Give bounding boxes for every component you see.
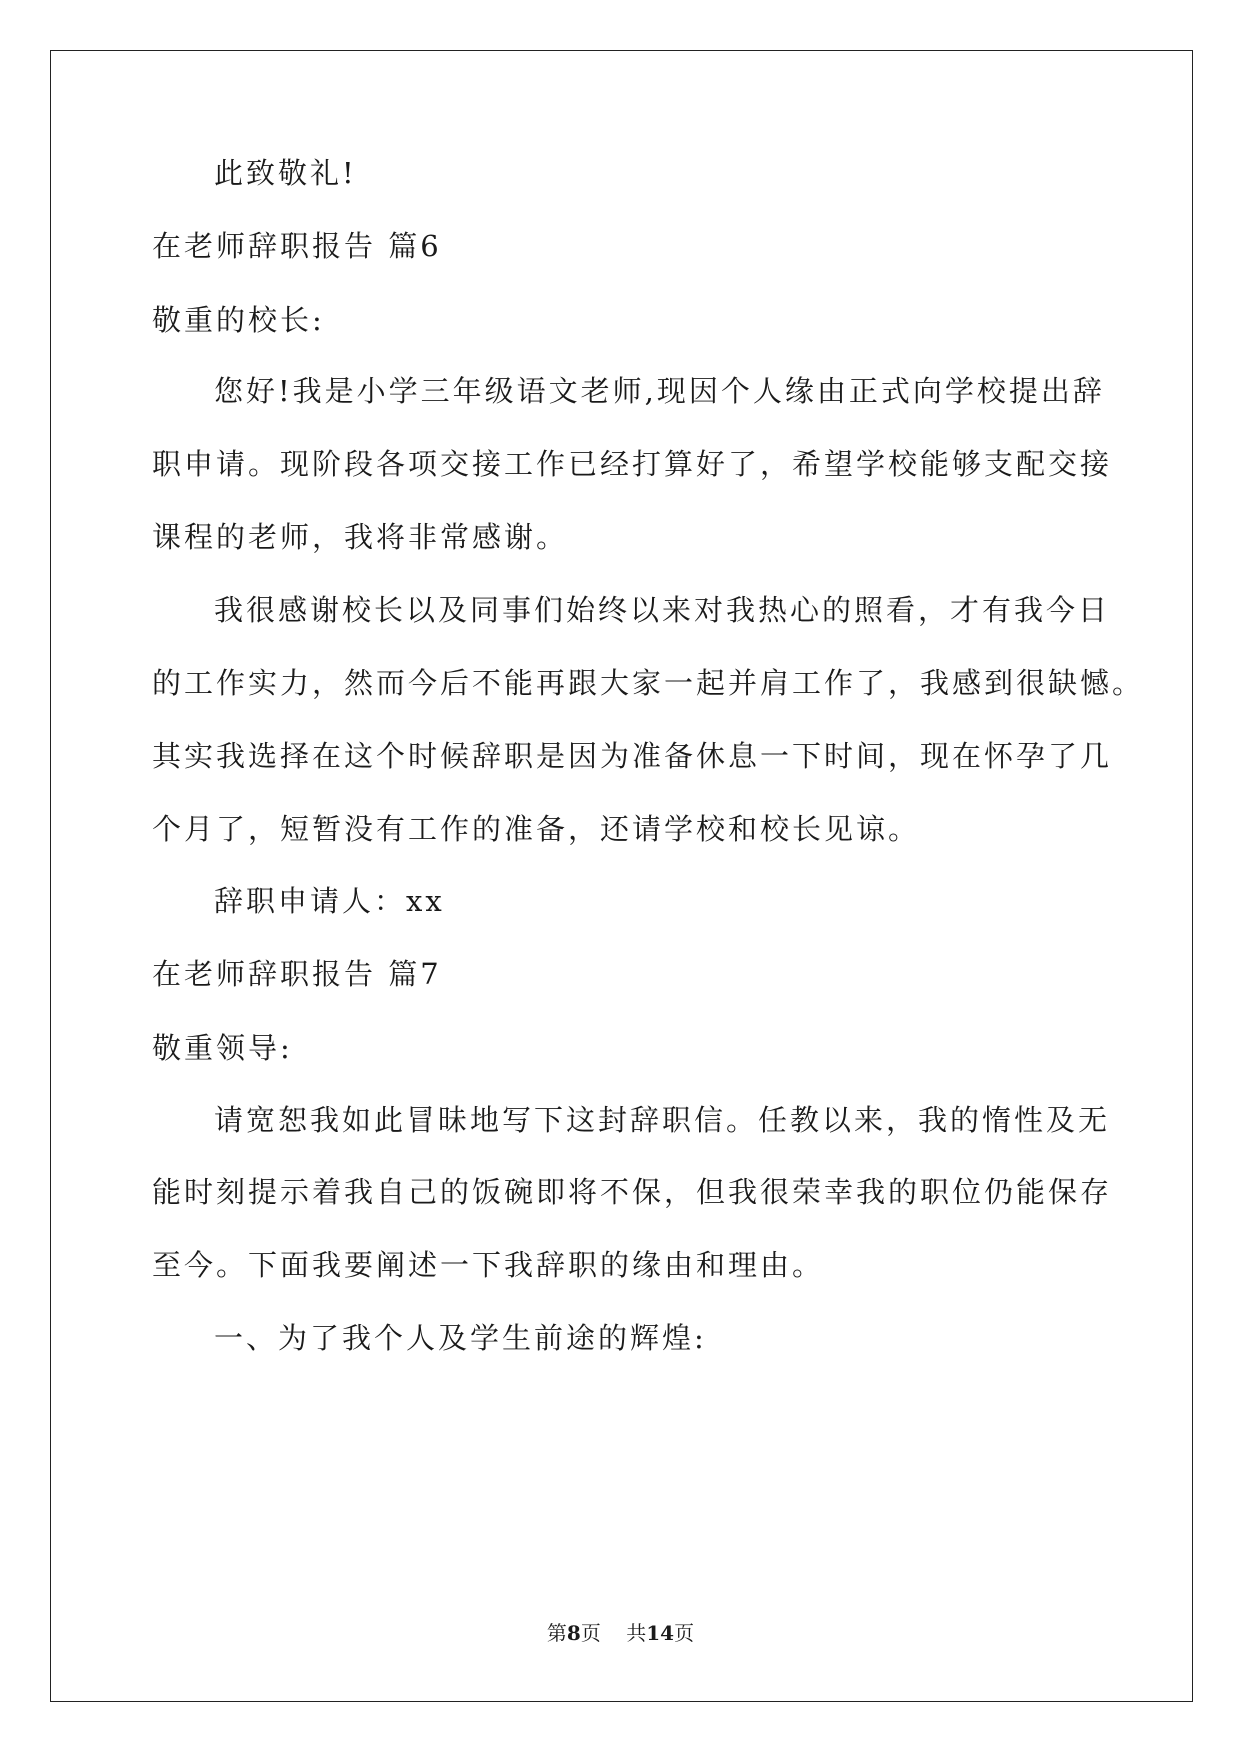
page-prefix: 第 (546, 1621, 567, 1645)
greeting-principal: 敬重的校长: (152, 303, 325, 337)
signature-line: 辞职申请人：xx (214, 884, 445, 918)
paragraph-line: 其实我选择在这个时候辞职是因为准备休息一下时间，现在怀孕了几 (152, 739, 1113, 773)
total-prefix: 共 (626, 1621, 647, 1645)
paragraph-line: 能时刻提示着我自己的饭碗即将不保，但我很荣幸我的职位仍能保存 (152, 1175, 1113, 1209)
total-suffix: 页 (674, 1621, 695, 1645)
paragraph-line: 我很感谢校长以及同事们始终以来对我热心的照看，才有我今日 (214, 593, 1111, 627)
paragraph-line: 请宽恕我如此冒昧地写下这封辞职信。任教以来，我的惰性及无 (214, 1103, 1111, 1137)
paragraph-line: 职申请。现阶段各项交接工作已经打算好了，希望学校能够支配交接 (152, 447, 1113, 481)
section-heading-7: 在老师辞职报告 篇7 (152, 957, 442, 991)
list-item-heading: 一、为了我个人及学生前途的辉煌: (214, 1321, 707, 1355)
page-border (50, 50, 1193, 1702)
paragraph-line: 至今。下面我要阐述一下我辞职的缘由和理由。 (152, 1248, 825, 1282)
paragraph-line: 个月了，短暂没有工作的准备，还请学校和校长见谅。 (152, 812, 921, 846)
page-footer (0, 1620, 1241, 1646)
closing-salutation: 此致敬礼! (214, 156, 357, 190)
paragraph-line: 您好!我是小学三年级语文老师,现因个人缘由正式向学校提出辞 (214, 374, 1105, 408)
total-pages: 14 (646, 1621, 675, 1645)
page-number: 8 (566, 1621, 581, 1645)
page-suffix: 页 (580, 1621, 601, 1645)
greeting-leader: 敬重领导: (152, 1031, 293, 1065)
paragraph-line: 课程的老师，我将非常感谢。 (152, 520, 569, 554)
section-heading-6: 在老师辞职报告 篇6 (152, 229, 442, 263)
paragraph-line: 的工作实力，然而今后不能再跟大家一起并肩工作了，我感到很缺憾。 (152, 666, 1145, 700)
